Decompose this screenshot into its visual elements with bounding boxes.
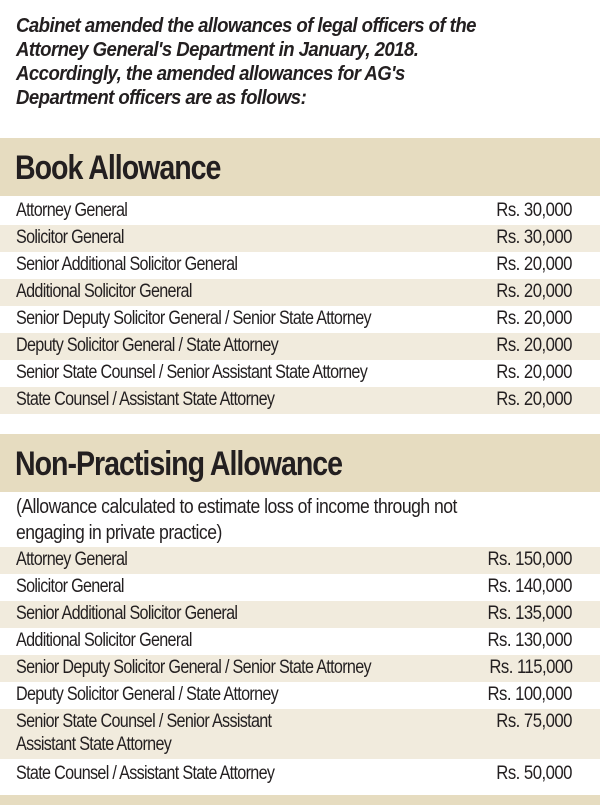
allowance-amount: Rs. 150,000: [487, 549, 572, 570]
officer-title: Senior Deputy Solicitor General / Senior State Attorney: [16, 308, 371, 329]
table-row: [0, 547, 600, 574]
allowance-amount: Rs. 30,000: [496, 227, 572, 248]
allowance-amount: Rs. 20,000: [496, 362, 572, 383]
officer-title: Senior Additional Solicitor General: [16, 603, 238, 624]
book-allowance-header: [0, 138, 600, 196]
table-row: [0, 306, 600, 333]
allowance-amount: Rs. 75,000: [496, 711, 572, 732]
table-row: [0, 198, 600, 225]
non-practising-allowance-title: Non-Practising Allowance: [15, 445, 343, 483]
table-row: [0, 709, 600, 759]
allowance-amount: Rs. 20,000: [496, 389, 572, 410]
allowance-amount: Rs. 20,000: [496, 335, 572, 356]
table-row: [0, 682, 600, 709]
non-practising-allowance-header: [0, 434, 600, 492]
table-row: [0, 252, 600, 279]
intro-line: Accordingly, the amended allowances for AG's: [16, 63, 405, 85]
table-row: [0, 655, 600, 682]
bottom-band: [0, 795, 600, 805]
officer-title: Attorney General: [16, 549, 128, 570]
officer-title: Deputy Solicitor General / State Attorney: [16, 684, 279, 705]
table-row: [0, 333, 600, 360]
note-line: engaging in private practice): [16, 522, 222, 544]
allowance-note: [16, 494, 457, 546]
officer-title: Deputy Solicitor General / State Attorney: [16, 335, 279, 356]
allowance-amount: Rs. 100,000: [487, 684, 572, 705]
table-row: [0, 628, 600, 655]
officer-title: Solicitor General: [16, 227, 124, 248]
officer-title: State Counsel / Assistant State Attorney: [16, 389, 275, 410]
allowance-amount: Rs. 30,000: [496, 200, 572, 221]
officer-title: State Counsel / Assistant State Attorney: [16, 763, 275, 784]
allowance-amount: Rs. 50,000: [496, 763, 572, 784]
allowance-amount: Rs. 20,000: [496, 254, 572, 275]
allowance-amount: Rs. 115,000: [488, 657, 572, 678]
allowance-amount: Rs. 130,000: [487, 630, 572, 651]
allowance-amount: Rs. 135,000: [487, 603, 572, 624]
allowance-amount: Rs. 20,000: [496, 281, 572, 302]
officer-title: Attorney General: [16, 200, 128, 221]
intro-line: Cabinet amended the allowances of legal officers of the: [16, 15, 476, 37]
table-row: [0, 601, 600, 628]
intro-line: Department officers are as follows:: [16, 87, 307, 109]
officer-title: Senior Deputy Solicitor General / Senior State Attorney: [16, 657, 371, 678]
intro-paragraph: [16, 14, 546, 110]
table-row: [0, 387, 600, 414]
table-row: [0, 279, 600, 306]
officer-title: Additional Solicitor General: [16, 281, 192, 302]
intro-line: Attorney General's Department in January, 2018.: [16, 39, 419, 61]
book-allowance-title: Book Allowance: [15, 149, 221, 187]
officer-title-continued: Assistant State Attorney: [16, 734, 172, 755]
officer-title: Senior State Counsel / Senior Assistant: [16, 711, 272, 732]
officer-title: Additional Solicitor General: [16, 630, 192, 651]
table-row: [0, 225, 600, 252]
officer-title: Senior Additional Solicitor General: [16, 254, 238, 275]
table-row: [0, 761, 600, 788]
note-line: (Allowance calculated to estimate loss of income through not: [16, 496, 457, 518]
officer-title: Senior State Counsel / Senior Assistant State Attorney: [16, 362, 368, 383]
allowance-amount: Rs. 140,000: [487, 576, 572, 597]
officer-title: Solicitor General: [16, 576, 124, 597]
allowance-amount: Rs. 20,000: [496, 308, 572, 329]
table-row: [0, 574, 600, 601]
table-row: [0, 360, 600, 387]
